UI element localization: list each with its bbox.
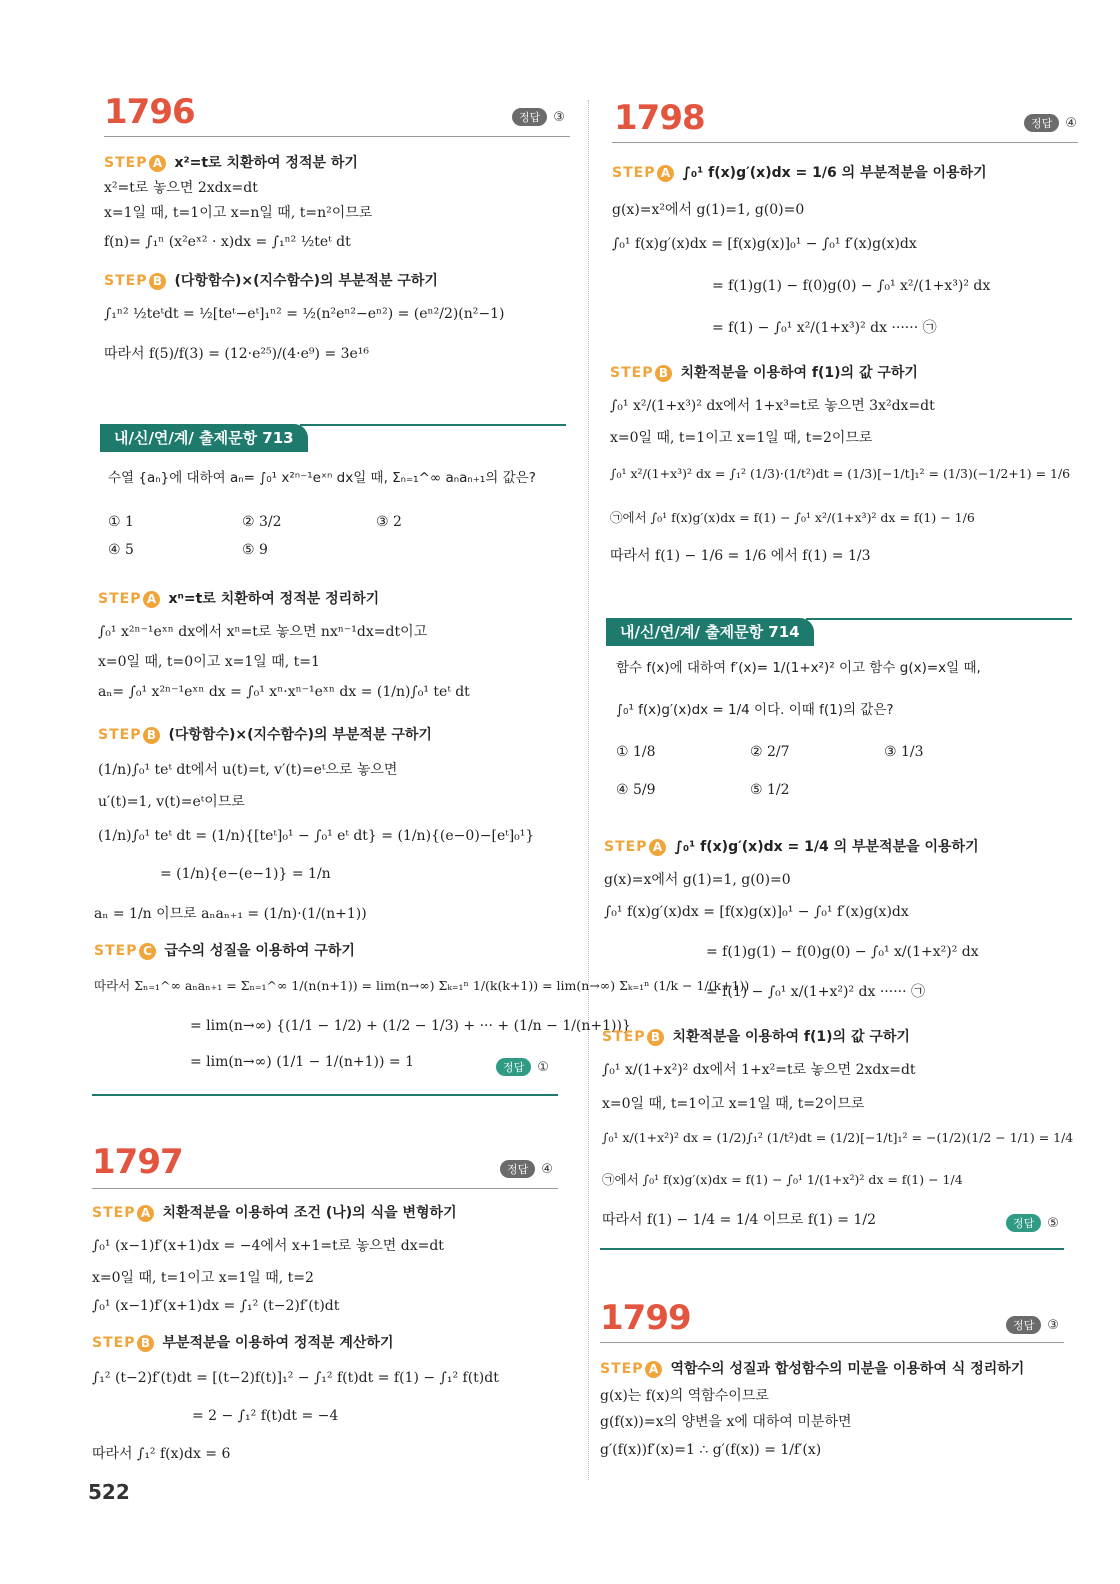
- question-714-line1: 함수 f(x)에 대하여 f′(x)= 1/(1+x²)² 이고 함수 g(x)=x일 때,: [616, 660, 981, 676]
- choice-713-3: ③ 2: [376, 514, 402, 530]
- line-1798-a3: = f(1)g(1) − f(0)g(0) − ∫₀¹ x²/(1+x³)² dx: [712, 278, 991, 294]
- line-713-a2: x=0일 때, t=0이고 x=1일 때, t=1: [98, 654, 320, 670]
- header-rule-1799: [600, 1342, 1064, 1343]
- choice-713-2: ② 3/2: [242, 514, 282, 530]
- step-a-713: STEP A xⁿ=t로 치환하여 정적분 정리하기: [98, 591, 380, 607]
- choice-713-4: ④ 5: [108, 542, 134, 558]
- problem-number-1798: 1798: [614, 98, 705, 138]
- answer-badge-713: 정답 ①: [496, 1058, 549, 1076]
- line-1797-a2: x=0일 때, t=1이고 x=1일 때, t=2: [92, 1270, 314, 1286]
- choice-714-5: ⑤ 1/2: [750, 782, 790, 798]
- line-713-a3: aₙ= ∫₀¹ x²ⁿ⁻¹eˣⁿ dx = ∫₀¹ xⁿ·xⁿ⁻¹eˣⁿ dx = (1/n)∫₀¹ teᵗ dt: [98, 684, 470, 700]
- choice-714-1: ① 1/8: [616, 744, 656, 760]
- step-b-1798: STEP B 치환적분을 이용하여 f(1)의 값 구하기: [610, 365, 918, 381]
- line-1798-a1: g(x)=x²에서 g(1)=1, g(0)=0: [612, 202, 805, 218]
- line-1799-a3: g′(f(x))f′(x)=1 ∴ g′(f(x)) = 1/f′(x): [600, 1442, 822, 1458]
- header-rule-1797: [92, 1188, 558, 1189]
- line-714-b4: ㉠에서 ∫₀¹ f(x)g′(x)dx = f(1) − ∫₀¹ 1/(1+x²)² dx = f(1) − 1/4: [602, 1172, 963, 1187]
- answer-badge-1796: 정답 ③: [512, 108, 565, 126]
- choice-713-5: ⑤ 9: [242, 542, 268, 558]
- column-divider: [588, 100, 589, 1480]
- question-713: 수열 {aₙ}에 대하여 aₙ= ∫₀¹ x²ⁿ⁻¹eˣⁿ dx일 때, Σₙ₌₁^∞ aₙaₙ₊₁의 값은?: [108, 470, 536, 486]
- line-1796-1: x²=t로 놓으면 2xdx=dt: [104, 180, 258, 196]
- line-714-b5: 따라서 f(1) − 1/4 = 1/4 이므로 f(1) = 1/2: [602, 1212, 877, 1228]
- step-a-714: STEP A ∫₀¹ f(x)g′(x)dx = 1/4 의 부분적분을 이용하기: [604, 839, 979, 855]
- line-713-b2: u′(t)=1, v(t)=eᵗ이므로: [98, 794, 245, 810]
- line-1798-b3: ∫₀¹ x²/(1+x³)² dx = ∫₁² (1/3)·(1/t²)dt = (1/3)[−1/t]₁² = (1/3)(−1/2+1) = 1/6: [610, 466, 1071, 481]
- choice-714-4: ④ 5/9: [616, 782, 656, 798]
- line-1797-b3: 따라서 ∫₁² f(x)dx = 6: [92, 1446, 231, 1462]
- page-number: 522: [88, 1480, 130, 1504]
- line-713-c1: 따라서 Σₙ₌₁^∞ aₙaₙ₊₁ = Σₙ₌₁^∞ 1/(n(n+1)) = lim(n→∞) Σₖ₌₁ⁿ 1/(k(k+1)) = lim(n→∞) Σₖ₌₁ⁿ (1/k − 1/(k+1)): [94, 978, 750, 993]
- line-714-b3: ∫₀¹ x/(1+x²)² dx = (1/2)∫₁² (1/t²)dt = (1/2)[−1/t]₁² = −(1/2)(1/2 − 1/1) = 1/4: [602, 1130, 1074, 1145]
- step-a-1799: STEP A 역함수의 성질과 합성함수의 미분을 이용하여 식 정리하기: [600, 1361, 1025, 1377]
- line-714-b2: x=0일 때, t=1이고 x=1일 때, t=2이므로: [602, 1096, 865, 1112]
- line-1798-b4: ㉠에서 ∫₀¹ f(x)g′(x)dx = f(1) − ∫₀¹ x²/(1+x³)² dx = f(1) − 1/6: [610, 510, 975, 525]
- answer-badge-1798: 정답 ④: [1024, 114, 1077, 132]
- line-713-a1: ∫₀¹ x²ⁿ⁻¹eˣⁿ dx에서 xⁿ=t로 놓으면 nxⁿ⁻¹dx=dt이고: [98, 624, 428, 640]
- line-714-b1: ∫₀¹ x/(1+x²)² dx에서 1+x²=t로 놓으면 2xdx=dt: [602, 1062, 916, 1078]
- end-rule-713: [92, 1094, 558, 1096]
- header-rule-1798: [612, 142, 1078, 143]
- line-1798-b5: 따라서 f(1) − 1/6 = 1/6 에서 f(1) = 1/3: [610, 548, 871, 564]
- header-rule-1796: [104, 136, 570, 137]
- problem-number-1796: 1796: [104, 92, 195, 132]
- step-a-1798: STEP A ∫₀¹ f(x)g′(x)dx = 1/6 의 부분적분을 이용하기: [612, 165, 987, 181]
- line-1796-2: x=1일 때, t=1이고 x=n일 때, t=n²이므로: [104, 205, 373, 221]
- line-714-a2: ∫₀¹ f(x)g′(x)dx = [f(x)g(x)]₀¹ − ∫₀¹ f′(x)g(x)dx: [604, 904, 909, 920]
- problem-number-1797: 1797: [92, 1142, 183, 1182]
- choice-713-1: ① 1: [108, 514, 134, 530]
- step-b-1797: STEP B 부분적분을 이용하여 정적분 계산하기: [92, 1335, 394, 1351]
- step-b-1796: STEP B (다항함수)×(지수함수)의 부분적분 구하기: [104, 273, 438, 289]
- question-714-line2: ∫₀¹ f(x)g′(x)dx = 1/4 이다. 이때 f(1)의 값은?: [616, 702, 894, 718]
- line-1798-a2: ∫₀¹ f(x)g′(x)dx = [f(x)g(x)]₀¹ − ∫₀¹ f′(x)g(x)dx: [612, 236, 917, 252]
- step-b-713: STEP B (다항함수)×(지수함수)의 부분적분 구하기: [98, 727, 432, 743]
- step-c-713: STEP C 급수의 성질을 이용하여 구하기: [94, 943, 355, 959]
- line-713-b1: (1/n)∫₀¹ teᵗ dt에서 u(t)=t, v′(t)=eᵗ으로 놓으면: [98, 762, 398, 778]
- line-1799-a2: g(f(x))=x의 양변을 x에 대하여 미분하면: [600, 1414, 852, 1430]
- answer-badge-1799: 정답 ③: [1006, 1316, 1059, 1334]
- end-rule-714: [600, 1248, 1064, 1250]
- choice-714-2: ② 2/7: [750, 744, 790, 760]
- answer-badge-714: 정답 ⑤: [1006, 1214, 1059, 1232]
- problem-number-1799: 1799: [600, 1298, 691, 1338]
- choice-714-3: ③ 1/3: [884, 744, 924, 760]
- line-713-c3: = lim(n→∞) (1/1 − 1/(n+1)) = 1: [190, 1054, 415, 1070]
- line-714-a4: = f(1) − ∫₀¹ x/(1+x²)² dx ······ ㉠: [706, 984, 925, 1000]
- line-1796-5: 따라서 f(5)/f(3) = (12·e²⁵)/(4·e⁹) = 3e¹⁶: [104, 346, 370, 362]
- line-1796-4: ∫₁ⁿ² ½teᵗdt = ½[teᵗ−eᵗ]₁ⁿ² = ½(n²eⁿ²−eⁿ²) = (eⁿ²/2)(n²−1): [104, 306, 505, 322]
- line-1798-b2: x=0일 때, t=1이고 x=1일 때, t=2이므로: [610, 430, 873, 446]
- line-1797-b2: = 2 − ∫₁² f(t)dt = −4: [192, 1408, 339, 1424]
- line-1796-3: f(n)= ∫₁ⁿ (x²eˣ² · x)dx = ∫₁ⁿ² ½teᵗ dt: [104, 234, 351, 250]
- step-b-714: STEP B 치환적분을 이용하여 f(1)의 값 구하기: [602, 1029, 910, 1045]
- step-a-1797: STEP A 치환적분을 이용하여 조건 (나)의 식을 변형하기: [92, 1205, 457, 1221]
- line-713-b4: = (1/n){e−(e−1)} = 1/n: [160, 866, 331, 882]
- line-1797-a1: ∫₀¹ (x−1)f′(x+1)dx = −4에서 x+1=t로 놓으면 dx=dt: [92, 1238, 444, 1254]
- line-714-a3: = f(1)g(1) − f(0)g(0) − ∫₀¹ x/(1+x²)² dx: [706, 944, 979, 960]
- line-713-c2: = lim(n→∞) {(1/1 − 1/2) + (1/2 − 1/3) + ··· + (1/n − 1/(n+1))}: [190, 1018, 631, 1034]
- line-1798-b1: ∫₀¹ x²/(1+x³)² dx에서 1+x³=t로 놓으면 3x²dx=dt: [610, 398, 935, 414]
- line-1797-b1: ∫₁² (t−2)f′(t)dt = [(t−2)f(t)]₁² − ∫₁² f(t)dt = f(1) − ∫₁² f(t)dt: [92, 1370, 499, 1386]
- line-1798-a4: = f(1) − ∫₀¹ x²/(1+x³)² dx ······ ㉠: [712, 320, 937, 336]
- step-a-1796: STEP A x²=t로 치환하여 정적분 하기: [104, 155, 358, 171]
- line-713-b5: aₙ = 1/n 이므로 aₙaₙ₊₁ = (1/n)·(1/(n+1)): [94, 906, 367, 922]
- line-713-b3: (1/n)∫₀¹ teᵗ dt = (1/n){[teᵗ]₀¹ − ∫₀¹ eᵗ dt} = (1/n){(e−0)−[eᵗ]₀¹}: [98, 828, 535, 844]
- line-1797-a3: ∫₀¹ (x−1)f′(x+1)dx = ∫₁² (t−2)f′(t)dt: [92, 1298, 340, 1314]
- line-714-a1: g(x)=x에서 g(1)=1, g(0)=0: [604, 872, 791, 888]
- answer-badge-1797: 정답 ④: [500, 1160, 553, 1178]
- line-1799-a1: g(x)는 f(x)의 역함수이므로: [600, 1388, 769, 1404]
